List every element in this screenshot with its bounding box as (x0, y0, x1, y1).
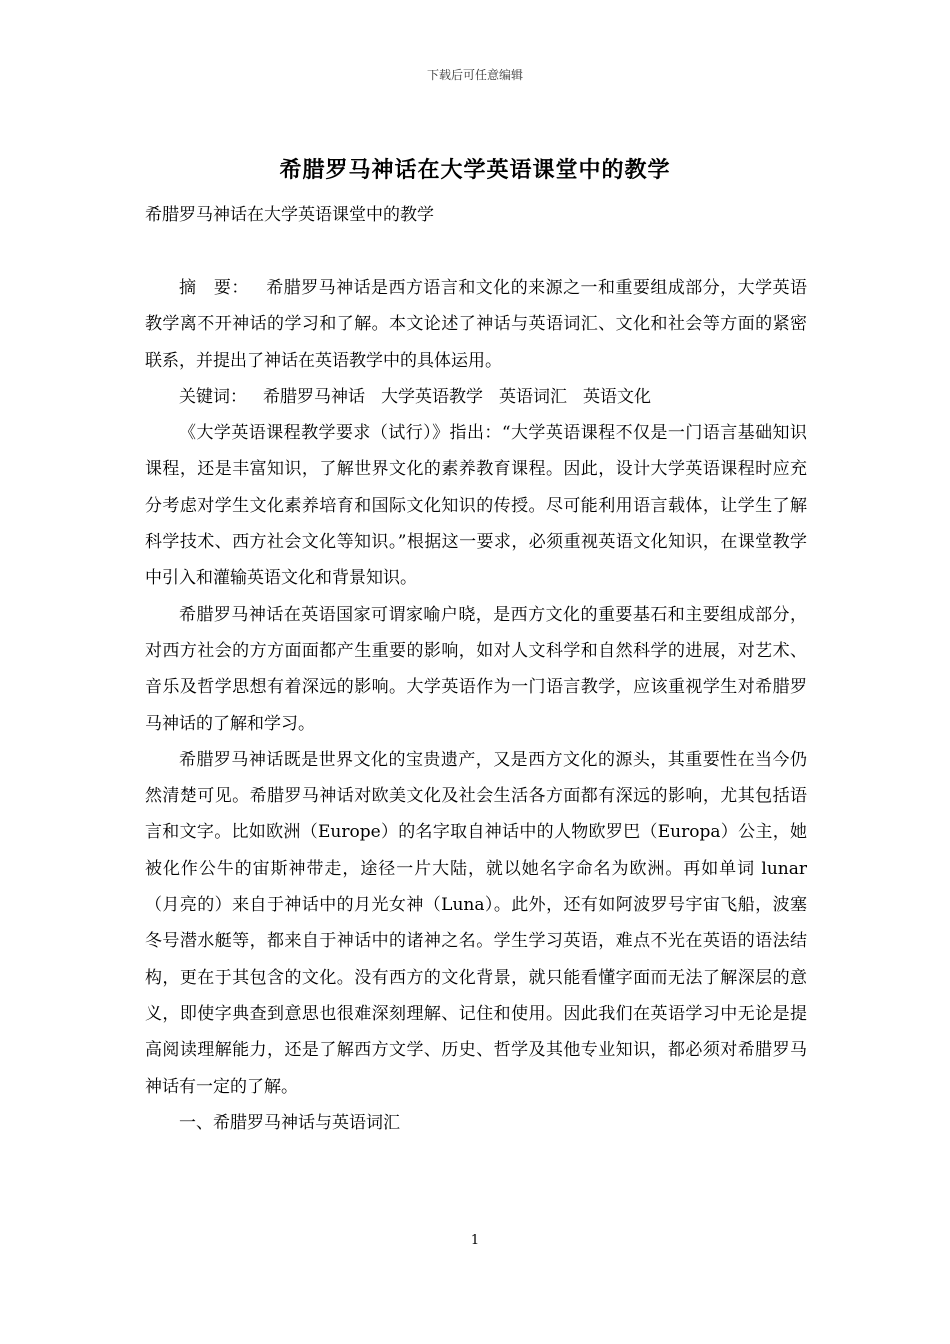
abstract-label: 摘 要： (179, 278, 249, 298)
keyword-item: 英语文化 (583, 386, 651, 407)
keywords-paragraph (145, 379, 807, 415)
section-heading: 一、希腊罗马神话与英语词汇 (179, 1112, 400, 1133)
keyword-item: 英语词汇 (499, 386, 567, 407)
document-subtitle: 希腊罗马神话在大学英语课堂中的教学 (145, 205, 434, 225)
keyword-item: 希腊罗马神话 (263, 386, 365, 407)
body-paragraph: 《大学英语课程教学要求（试行）》指出：“大学英语课程不仅是一门语言基础知识课程，还是丰富知识，了解世界文化的素养教育课程。因此，设计大学英语课程时应充分考虑对学生文化素养培育和国际文化知识的传授。尽可能利用语言载体，让学生了解科学技术、西方社会文化等知识。”根据这一要求，必须重视英语文化知识，在课堂教学中引入和灌输英语文化和背景知识。 (145, 423, 807, 589)
document-body (145, 270, 807, 1141)
body-paragraph: 希腊罗马神话在英语国家可谓家喻户晓，是西方文化的重要基石和主要组成部分，对西方社会的方方面面都产生重要的影响，如对人文科学和自然科学的进展，对艺术、音乐及哲学思想有着深远的影响。大学英语作为一门语言教学，应该重视学生对希腊罗马神话的了解和学习。 (145, 604, 807, 734)
document-title: 希腊罗马神话在大学英语课堂中的教学 (279, 157, 671, 183)
keyword-item: 大学英语教学 (381, 386, 483, 407)
abstract-text: 希腊罗马神话是西方语言和文化的来源之一和重要组成部分，大学英语教学离不开神话的学习和了解。本文论述了神话与英语词汇、文化和社会等方面的紧密联系，并提出了神话在英语教学中的具体运用。 (145, 278, 808, 371)
keywords-label: 关键词： (179, 386, 247, 407)
page-number: 1 (470, 1233, 480, 1248)
header-note: 下载后可任意编辑 (426, 68, 523, 82)
abstract-paragraph (145, 270, 807, 379)
body-paragraph: 希腊罗马神话既是世界文化的宝贵遗产，又是西方文化的源头，其重要性在当今仍然清楚可见。希腊罗马神话对欧美文化及社会生活各方面都有深远的影响，尤其包括语言和文字。比如欧洲（Europe）的名字取自神话中的人物欧罗巴（Europa）公主，她被化作公牛的宙斯神带走，途径一片大陆，就以她名字命名为欧洲。再如单词 lunar（月亮的）来自于神话中的月光女神（Luna）。此外，还有如阿波罗号宇宙飞船，波塞冬号潜水艇等，都来自于神话中的诸神之名。学生学习英语，难点不光在英语的语法结构，更在于其包含的文化。没有西方的文化背景，就只能看懂字面而无法了解深层的意义，即使字典查到意思也很难深刻理解、记住和使用。因此我们在英语学习中无论是提高阅读理解能力，还是了解西方文学、历史、哲学及其他专业知识，都必须对希腊罗马神话有一定的了解。 (145, 749, 807, 1097)
